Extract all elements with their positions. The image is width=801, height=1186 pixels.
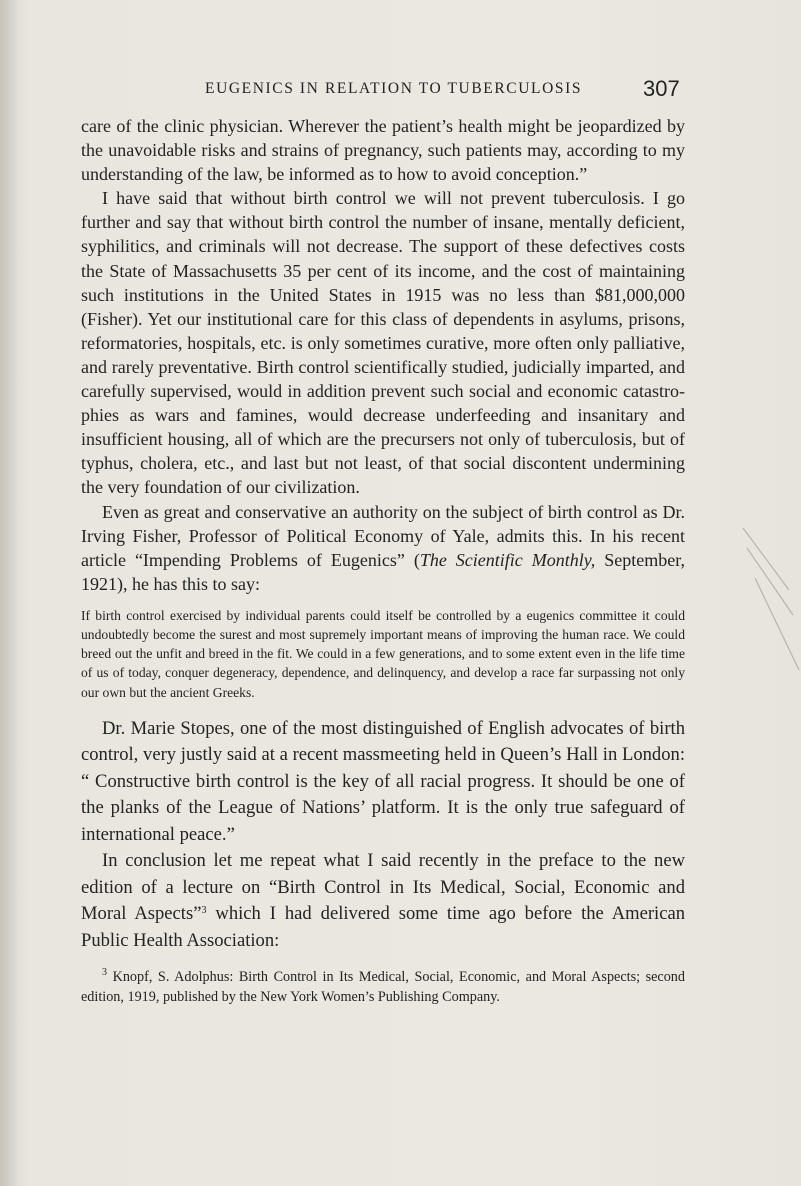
- paragraph-3-text-b: September, 1921), he has this to say:: [81, 549, 685, 594]
- paragraph-1: care of the clinic physician. Wherever the patient’s health might be jeopardized by the unavoidable risks and strains of pregnancy, such patients may, according to my understanding of the law, be informed as to how to avoid conception.”: [81, 116, 685, 185]
- footnote-reference: 3: [201, 905, 207, 917]
- footnote-text: Knopf, S. Adolphus: Birth Control in Its Medical, Social, Economic, and Moral Aspects; second edition, 1919, published by the New York Women’s Publishing Company.: [81, 969, 685, 1005]
- paragraph-3: [81, 500, 685, 596]
- journal-title: The Scientific Monthly,: [419, 549, 596, 570]
- paragraph-3-text-a: Even as great and conservative an authority on the subject of birth control as Dr. Irving Fisher, Professor of Political Economy of Yale, admits this. In his recent article “Impending Problems of Eugenics” (: [81, 501, 685, 570]
- block-quote: If birth control exercised by individual parents could itself be controlled by a eugenics committee it could undoubtedly become the surest and most supremely important means of improving the human race. We could breed out the unfit and breed in the fit. We could in a few generations, and to some extent even in the life time of us of today, conquer degeneracy, dependence, and delinquency, and develop a race far surpassing not only our own but the ancient Greeks.: [81, 607, 685, 700]
- paragraph-2: I have said that without birth control we will not prevent tuberculosis. I go further and say that without birth control the number of insane, mentally deficient, syphilitics, and criminals will not decrease. The support of these defectives costs the State of Massachusetts 35 per cent of its income, and the cost of maintaining such institutions in the United States in 1915 was no less than $81,000,000 (Fisher). Yet our institutional care for this class of dependents in asylums, prisons, reformatories, hospitals, etc. is only sometimes curative, more often only palliative, and rarely preventative. Birth control scientifically studied, judicially imparted, and carefully supervised, would in addition prevent such social and economic catastrophies as wars and famines, would decrease underfeeding and insanitary and insufficient housing, all of which are the precursers not only of tuberculosis, but of typhus, cholera, etc., and last but not least, of that social discontent undermining the very foundation of our civilization.: [81, 188, 685, 498]
- page-number: 307: [643, 76, 680, 101]
- page-header: [0, 76, 801, 106]
- paragraph-4: Dr. Marie Stopes, one of the most distinguished of English advocates of birth control, very justly said at a recent massmeeting held in Queen’s Hall in London: “ Constructive birth control is the key of all racial progress. It should be one of the planks of the League of Nations’ platform. It is the only true safeguard of international peace.”: [81, 717, 685, 845]
- paragraph-5-text-b: which I had delivered some time ago before the American Public Health Association:: [81, 903, 685, 951]
- footnote-marker: 3: [102, 967, 107, 979]
- body-text-continued: [81, 716, 685, 955]
- footnote: [81, 968, 685, 1007]
- margin-pencil-mark: [741, 520, 801, 720]
- page-edge-shadow: [0, 0, 18, 1186]
- paragraph-5: [81, 848, 685, 954]
- body-text: [81, 114, 685, 1007]
- running-title: EUGENICS IN RELATION TO TUBERCULOSIS: [205, 80, 583, 97]
- paragraph-5-text-a: In conclusion let me repeat what I said recently in the preface to the new edition of a lecture on “Birth Control in Its Medical, Social, Economic and Moral Aspects”: [81, 850, 685, 925]
